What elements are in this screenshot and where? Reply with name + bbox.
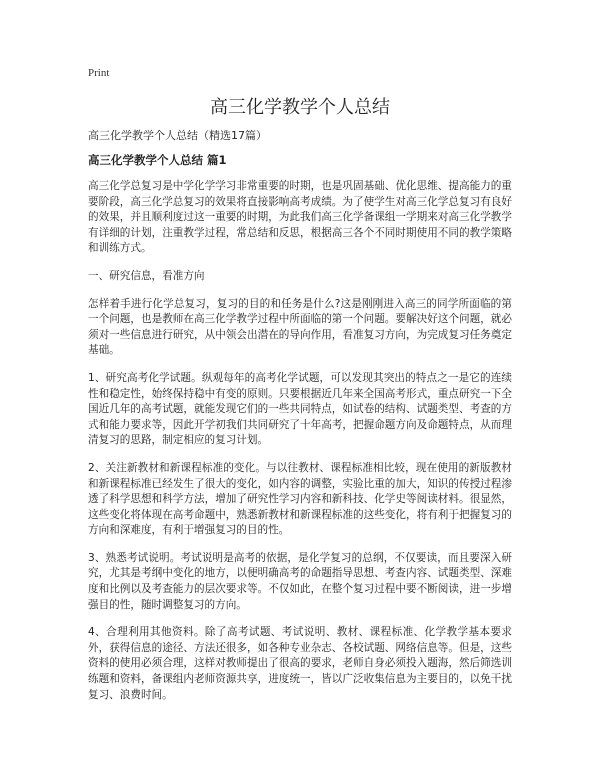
document-subtitle: 高三化学教学个人总结（精选17篇） — [88, 129, 267, 142]
paragraph-item-3: 3、熟悉考试说明。考试说明是高考的依据，是化学复习的总纲，不仅要读，而且要深入研究，尤其是考纲中变化的地方，以便明确高考的命题指导思想、考查内容、试题类型、深难度和比例以及考查能力的层次要求等。不仅如此，在整个复习过程中要不断阅读，进一步增强目的性，随时调整复习的方向。 — [88, 551, 512, 611]
subheading-research-info: 一、研究信息，看准方向 — [88, 269, 205, 282]
paragraph-item-4: 4、合理利用其他资料。除了高考试题、考试说明、教材、课程标准、化学教学基本要求外，获得信息的途径、方法还很多，如各种专业杂志、各校试题、网络信息等。但是，这些资料的使用必须合理，这样对教师提出了很高的要求，老师自身必须投入题海，然后筛选训练题和资料，备课组内老师资源共享，进度统一，皆以广泛收集信息为主要目的，以免干扰复习、浪费时间。 — [88, 626, 512, 701]
paragraph-intro: 高三化学总复习是中学化学学习非常重要的时期，也是巩固基础、优化思维、提高能力的重要阶段，高三化学总复习的效果将直接影响高考成绩。为了使学生对高三化学总复习有良好的效果，并且顺利度过这一重要的时期，为此我们高三化学备课组一学期来对高三化学教学有详细的计划，注重教学过程，常总结和反思，根据高三各个不同时期使用不同的教学策略和训练方式。 — [88, 180, 512, 255]
print-link[interactable]: Print — [88, 67, 110, 79]
paragraph-item-1: 1、研究高考化学试题。纵观每年的高考化学试题，可以发现其突出的特点之一是它的连续性和稳定性，始终保持稳中有变的原则。只要根据近几年来全国高考形式，重点研究一下全国近几年的高考试题，就能发现它们的一些共同特点，如试卷的结构、试题类型、考查的方式和能力要求等，因此开学初我们共同研究了十年高考，把握命题方向及命题特点，从而理清复习的思路，制定相应的复习计划。 — [88, 371, 512, 447]
paragraph-research-info: 怎样着手进行化学总复习，复习的目的和任务是什么?这是刚刚进入高三的同学所面临的第一个问题，也是教师在高三化学教学过程中所面临的第一个问题。要解决好这个问题，就必须对一些信息进行研究，从中领会出潜在的导向作用，看准复习方向，为完成复习任务奠定基础。 — [88, 297, 512, 357]
page-title: 高三化学教学个人总结 — [210, 97, 390, 118]
section-heading: 高三化学教学个人总结 篇1 — [88, 153, 227, 167]
paragraph-item-2: 2、关注新教材和新课程标准的变化。与以往教材、课程标准相比较，现在使用的新版教材和新课程标准已经发生了很大的变化，如内容的调整，实验比重的加大，知识的传授过程渗透了科学思想和科学方法，增加了研究性学习内容和新科技、化学史等阅读材料。很显然，这些变化将体现在高考命题中，熟悉新教材和新课程标准的这些变化，将有利于把握复习的方向和深难度，有利于增强复习的目的性。 — [88, 461, 512, 537]
